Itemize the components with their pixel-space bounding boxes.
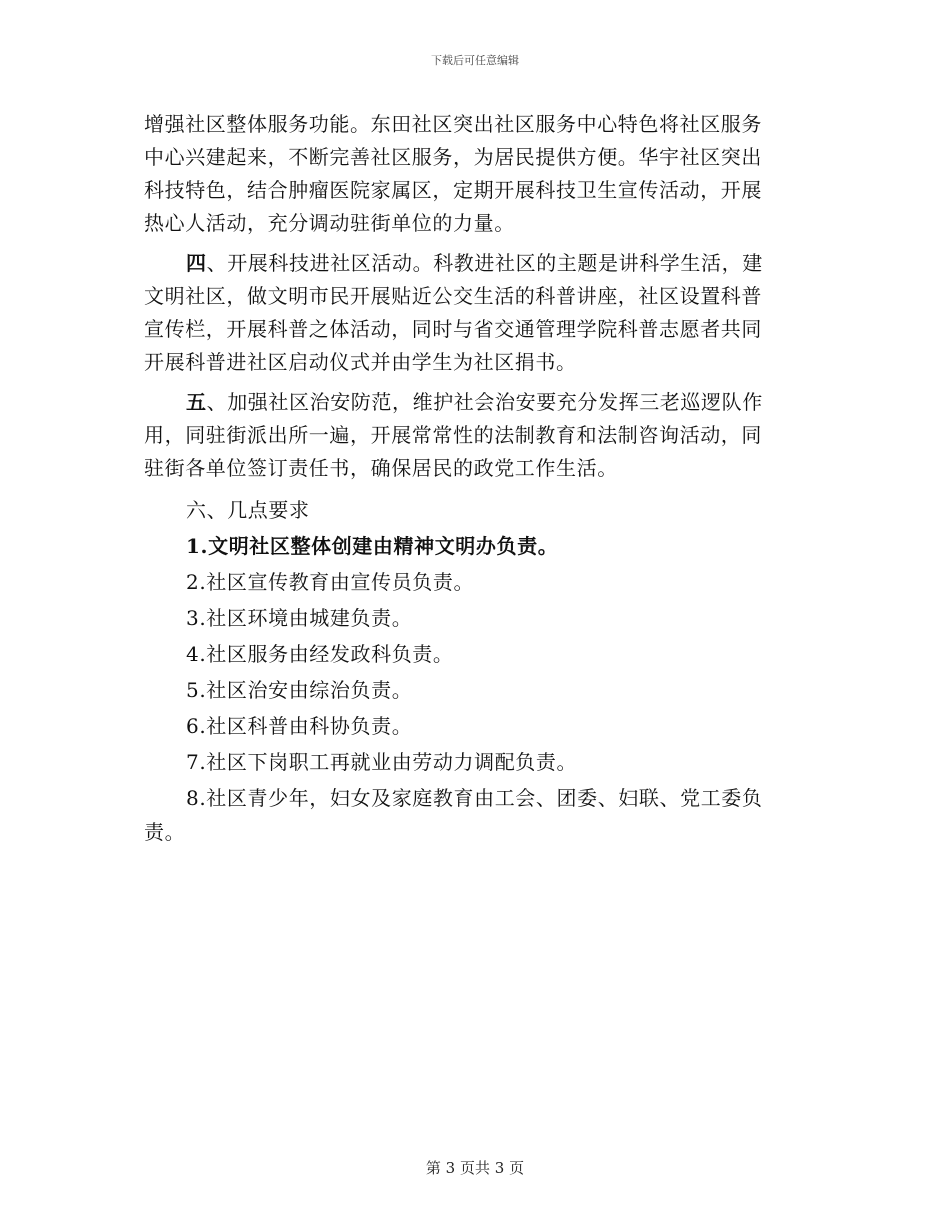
requirement-text: 社区宣传教育由宣传员负责。 — [206, 570, 475, 594]
requirement-text: 社区服务由经发政科负责。 — [206, 642, 454, 666]
paragraph-line: 增强社区整体服务功能。东田社区突出社区服务中心特色将社区服务 — [144, 112, 762, 136]
requirement-item — [144, 744, 794, 780]
requirement-number: 1. — [186, 534, 209, 558]
requirement-item — [144, 672, 794, 708]
requirement-item — [144, 636, 794, 672]
section-number-five: 五 — [186, 390, 207, 414]
requirement-item — [144, 708, 794, 744]
page-footer: 第 3 页共 3 页 — [425, 1159, 525, 1177]
paragraph-line: 中心兴建起来，不断完善社区服务，为居民提供方便。华宇社区突出 — [144, 145, 762, 169]
paragraph-science-activities — [144, 247, 794, 379]
requirement-item — [144, 528, 794, 564]
requirement-text: 文明社区整体创建由精神文明办负责。 — [208, 534, 559, 558]
paragraph-community-services — [144, 108, 794, 240]
requirement-text: 社区下岗职工再就业由劳动力调配负责。 — [206, 750, 578, 774]
paragraph-public-security — [144, 386, 794, 485]
paragraph-line: 文明社区，做文明市民开展贴近公交生活的科普讲座，社区设置科普 — [144, 284, 762, 308]
requirement-continuation-line: 责。 — [144, 820, 186, 844]
requirement-item — [144, 780, 794, 816]
paragraph-line: 驻街各单位签订责任书，确保居民的政党工作生活。 — [144, 456, 618, 480]
requirement-text: 社区环境由城建负责。 — [206, 606, 413, 630]
requirements-section — [144, 492, 794, 849]
paragraph-line-text: 、开展科技进社区活动。科教进社区的主题是讲科学生活，建 — [206, 251, 763, 275]
requirement-number: 7. — [186, 750, 207, 774]
requirement-number: 6. — [186, 714, 207, 738]
paragraph-line: 宣传栏，开展科普之体活动，同时与省交通管理学院科普志愿者共同 — [144, 317, 762, 341]
requirement-item — [144, 564, 794, 600]
requirement-text: 社区治安由综治负责。 — [206, 678, 413, 702]
section-number-four: 四 — [186, 251, 207, 275]
requirement-number: 2. — [186, 570, 207, 594]
paragraph-line: 开展科普进社区启动仪式并由学生为社区捐书。 — [144, 350, 577, 374]
requirement-number: 8. — [186, 786, 207, 810]
requirement-number: 4. — [186, 642, 207, 666]
paragraph-line-text: 、加强社区治安防范，维护社会治安要充分发挥三老巡逻队作 — [206, 390, 763, 414]
page-header: 下载后可任意编辑 — [431, 54, 519, 67]
paragraph-line: 科技特色，结合肿瘤医院家属区，定期开展科技卫生宣传活动，开展 — [144, 178, 762, 202]
requirements-heading: 六、几点要求 — [186, 498, 310, 522]
requirement-number: 3. — [186, 606, 207, 630]
paragraph-first-line — [144, 386, 794, 419]
requirement-text: 社区科普由科协负责。 — [206, 714, 413, 738]
document-body — [144, 108, 794, 849]
requirement-text: 社区青少年，妇女及家庭教育由工会、团委、妇联、党工委负 — [206, 786, 763, 810]
paragraph-first-line — [144, 247, 794, 280]
paragraph-line: 热心人活动，充分调动驻街单位的力量。 — [144, 211, 515, 235]
requirement-item — [144, 600, 794, 636]
paragraph-line: 用，同驻街派出所一遍，开展常常性的法制教育和法制咨询活动，同 — [144, 423, 762, 447]
requirement-number: 5. — [186, 678, 207, 702]
